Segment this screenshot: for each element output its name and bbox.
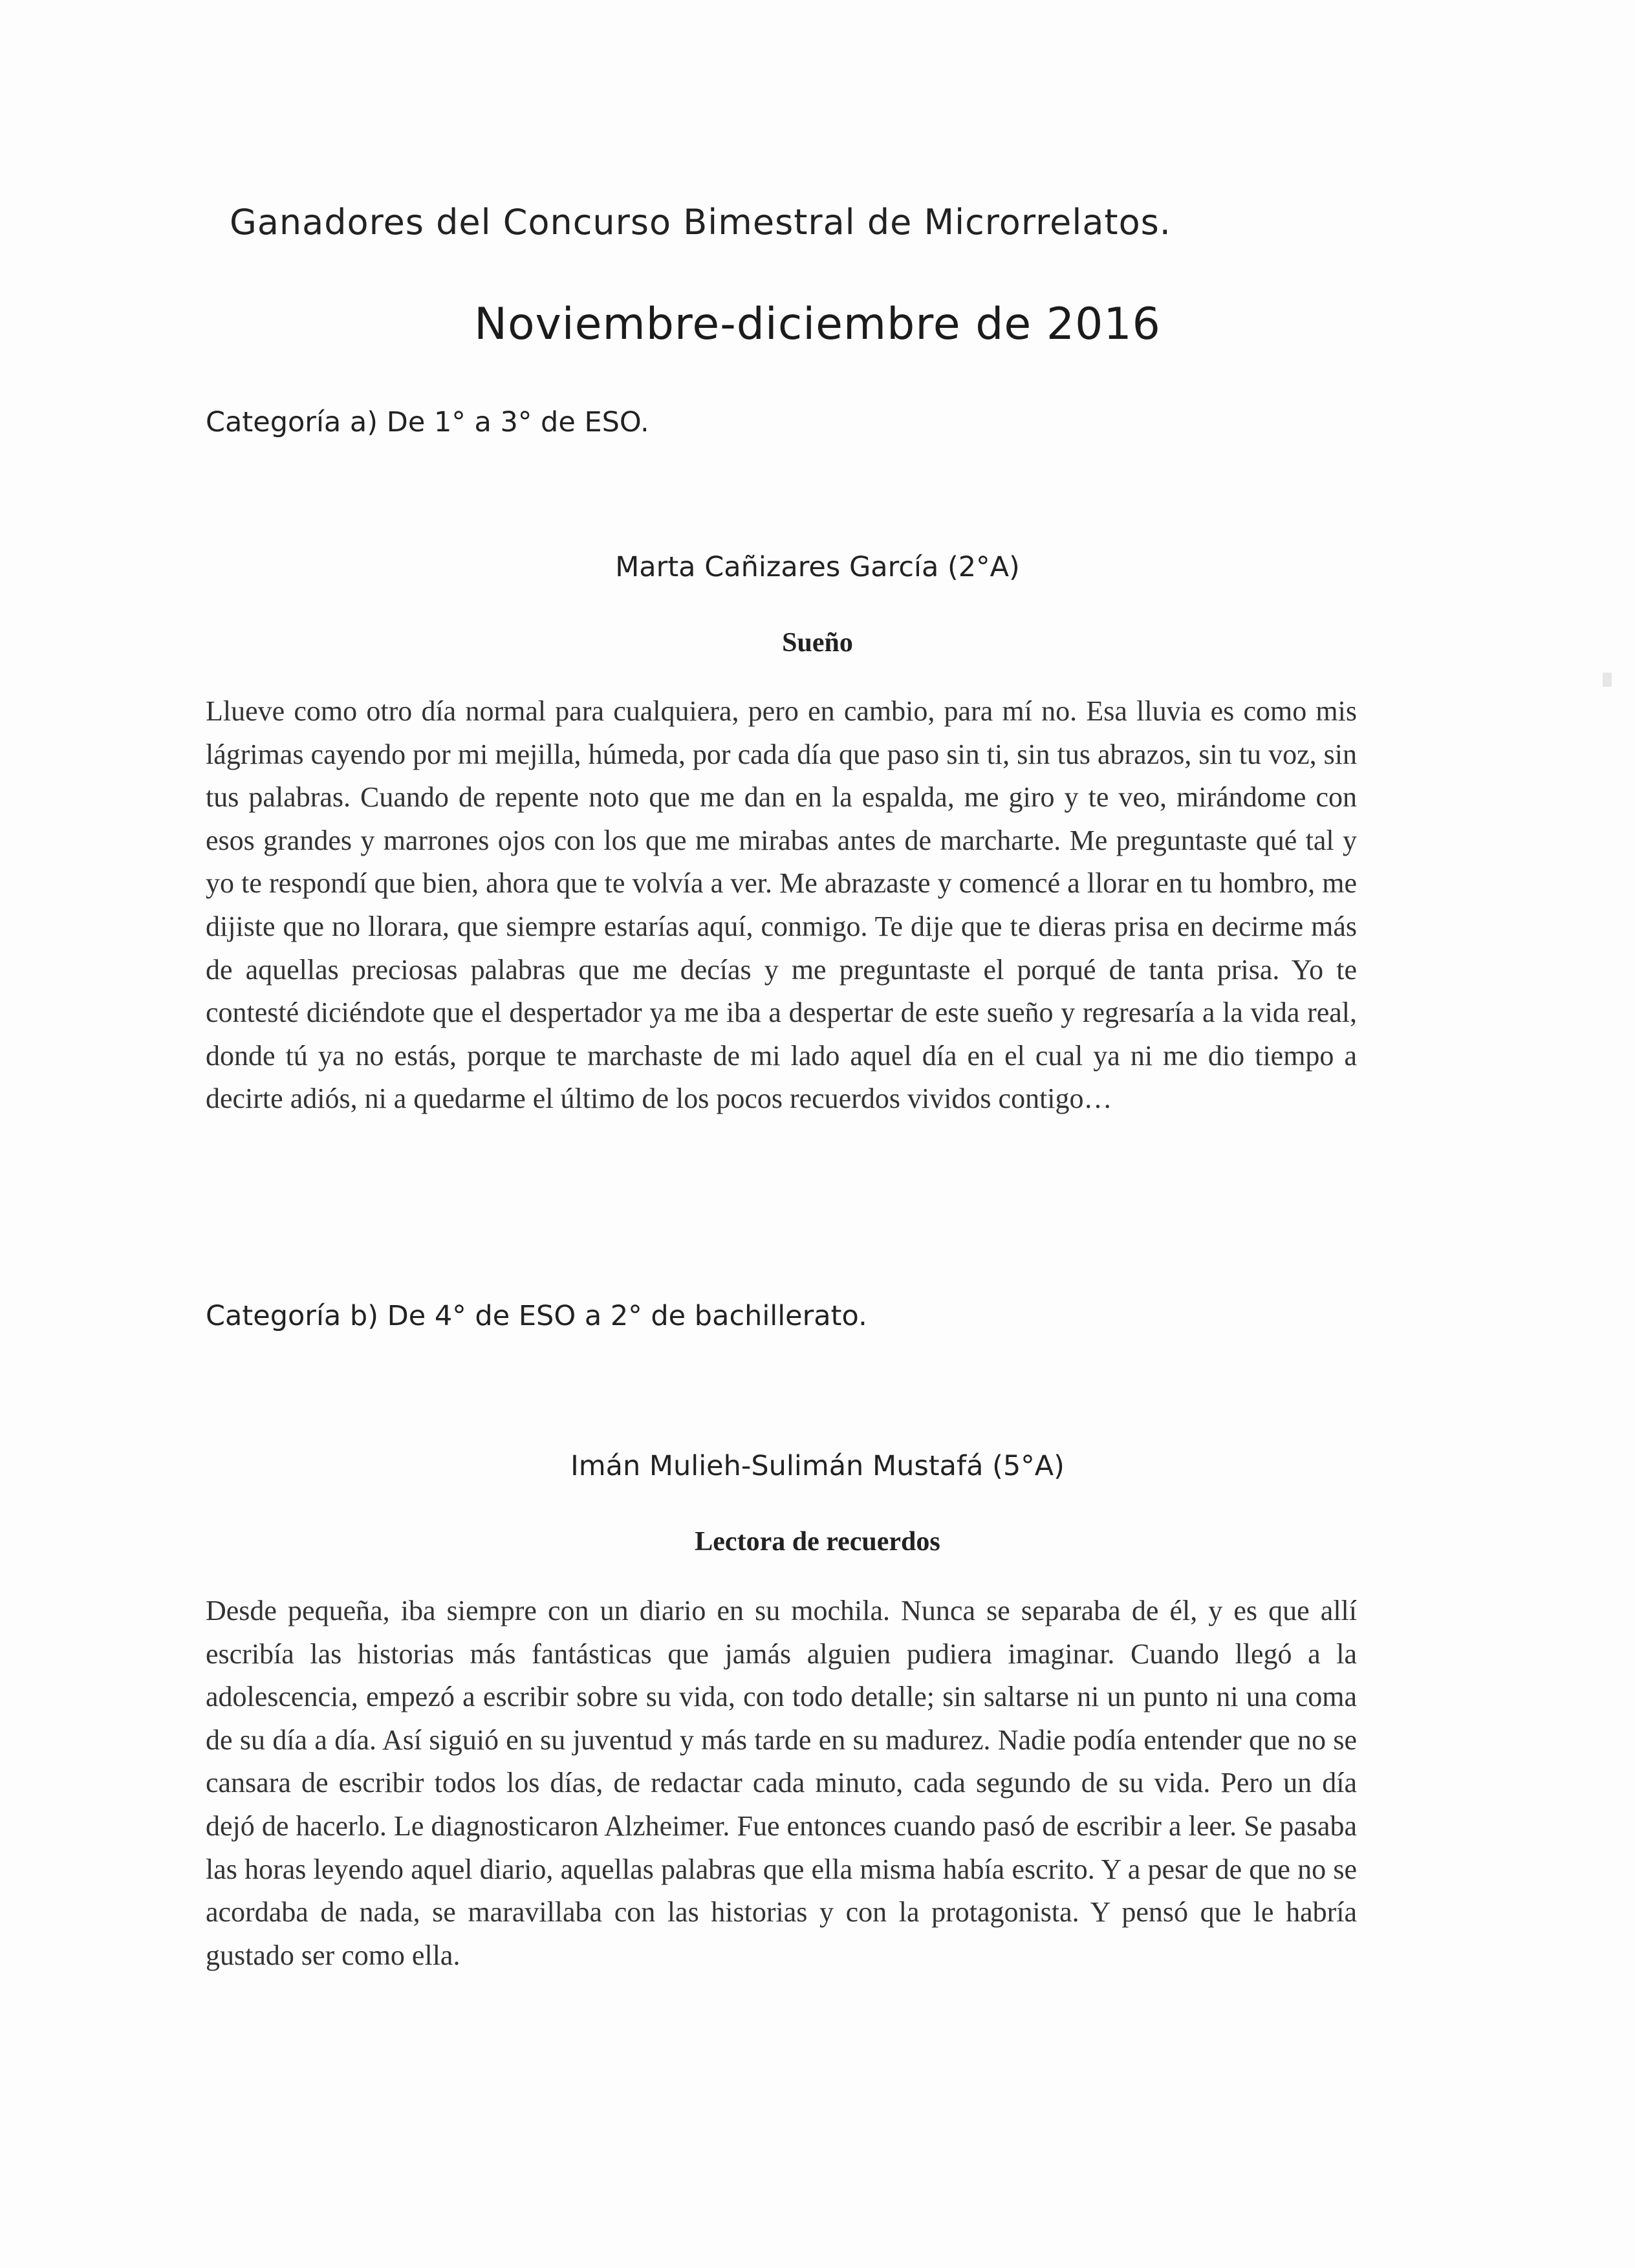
category-a-heading: Categoría a) De 1° a 3° de ESO. — [206, 406, 649, 438]
document-subtitle: Noviembre-diciembre de 2016 — [474, 299, 1161, 350]
category-a-author: Marta Cañizares García (2°A) — [615, 551, 1020, 583]
scan-artifact — [1603, 673, 1612, 687]
category-b-heading: Categoría b) De 4° de ESO a 2° de bachillerato. — [206, 1300, 867, 1332]
category-b-story-title: Lectora de recuerdos — [695, 1527, 940, 1557]
category-a-story-text: Llueve como otro día normal para cualquiera, pero en cambio, para mí no. Esa lluvia es como mis lágrimas cayendo por mi mejilla, húmeda, por cada día que paso sin ti, sin tus abrazos, sin tu voz, sin tus palabras. Cuando de repente noto que me dan en la espalda, me giro y te veo, mirándome con esos grandes y marrones ojos con los que me mirabas antes de marcharte. Me preguntaste qué tal y yo te respondí que bien, ahora que te volvía a ver. Me abrazaste y comencé a llorar en tu hombro, me dijiste que no llorara, que siempre estarías aquí, conmigo. Te dije que te dieras prisa en decirme más de aquellas preciosas palabras que me decías y me preguntaste el porqué de tanta prisa. Yo te contesté diciéndote que el despertador ya me iba a despertar de este sueño y regresaría a la vida real, donde tú ya no estás, porque te marchaste de mi lado aquel día en el cual ya ni me dio tiempo a decirte adiós, ni a quedarme el último de los pocos recuerdos vividos contigo… — [206, 695, 1357, 1115]
category-b-author: Imán Mulieh-Sulimán Mustafá (5°A) — [570, 1450, 1065, 1482]
category-b-story-text: Desde pequeña, iba siempre con un diario en su mochila. Nunca se separaba de él, y es que allí escribía las historias más fantásticas que jamás alguien pudiera imaginar. Cuando llegó a la adolescencia, empezó a escribir sobre su vida, con todo detalle; sin saltarse ni un punto ni una coma de su día a día. Así siguió en su juventud y más tarde en su madurez. Nadie podía entender que no se cansara de escribir todos los días, de redactar cada minuto, cada segundo de su vida. Pero un día dejó de hacerlo. Le diagnosticaron Alzheimer. Fue entonces cuando pasó de escribir a leer. Se pasaba las horas leyendo aquel diario, aquellas palabras que ella misma había escrito. Y a pesar de que no se acordaba de nada, se maravillaba con las historias y con la protagonista. Y pensó que le habría gustado ser como ella. — [206, 1595, 1357, 1971]
category-a-story-title: Sueño — [782, 628, 853, 658]
document-title: Ganadores del Concurso Bimestral de Microrrelatos. — [230, 202, 1171, 243]
